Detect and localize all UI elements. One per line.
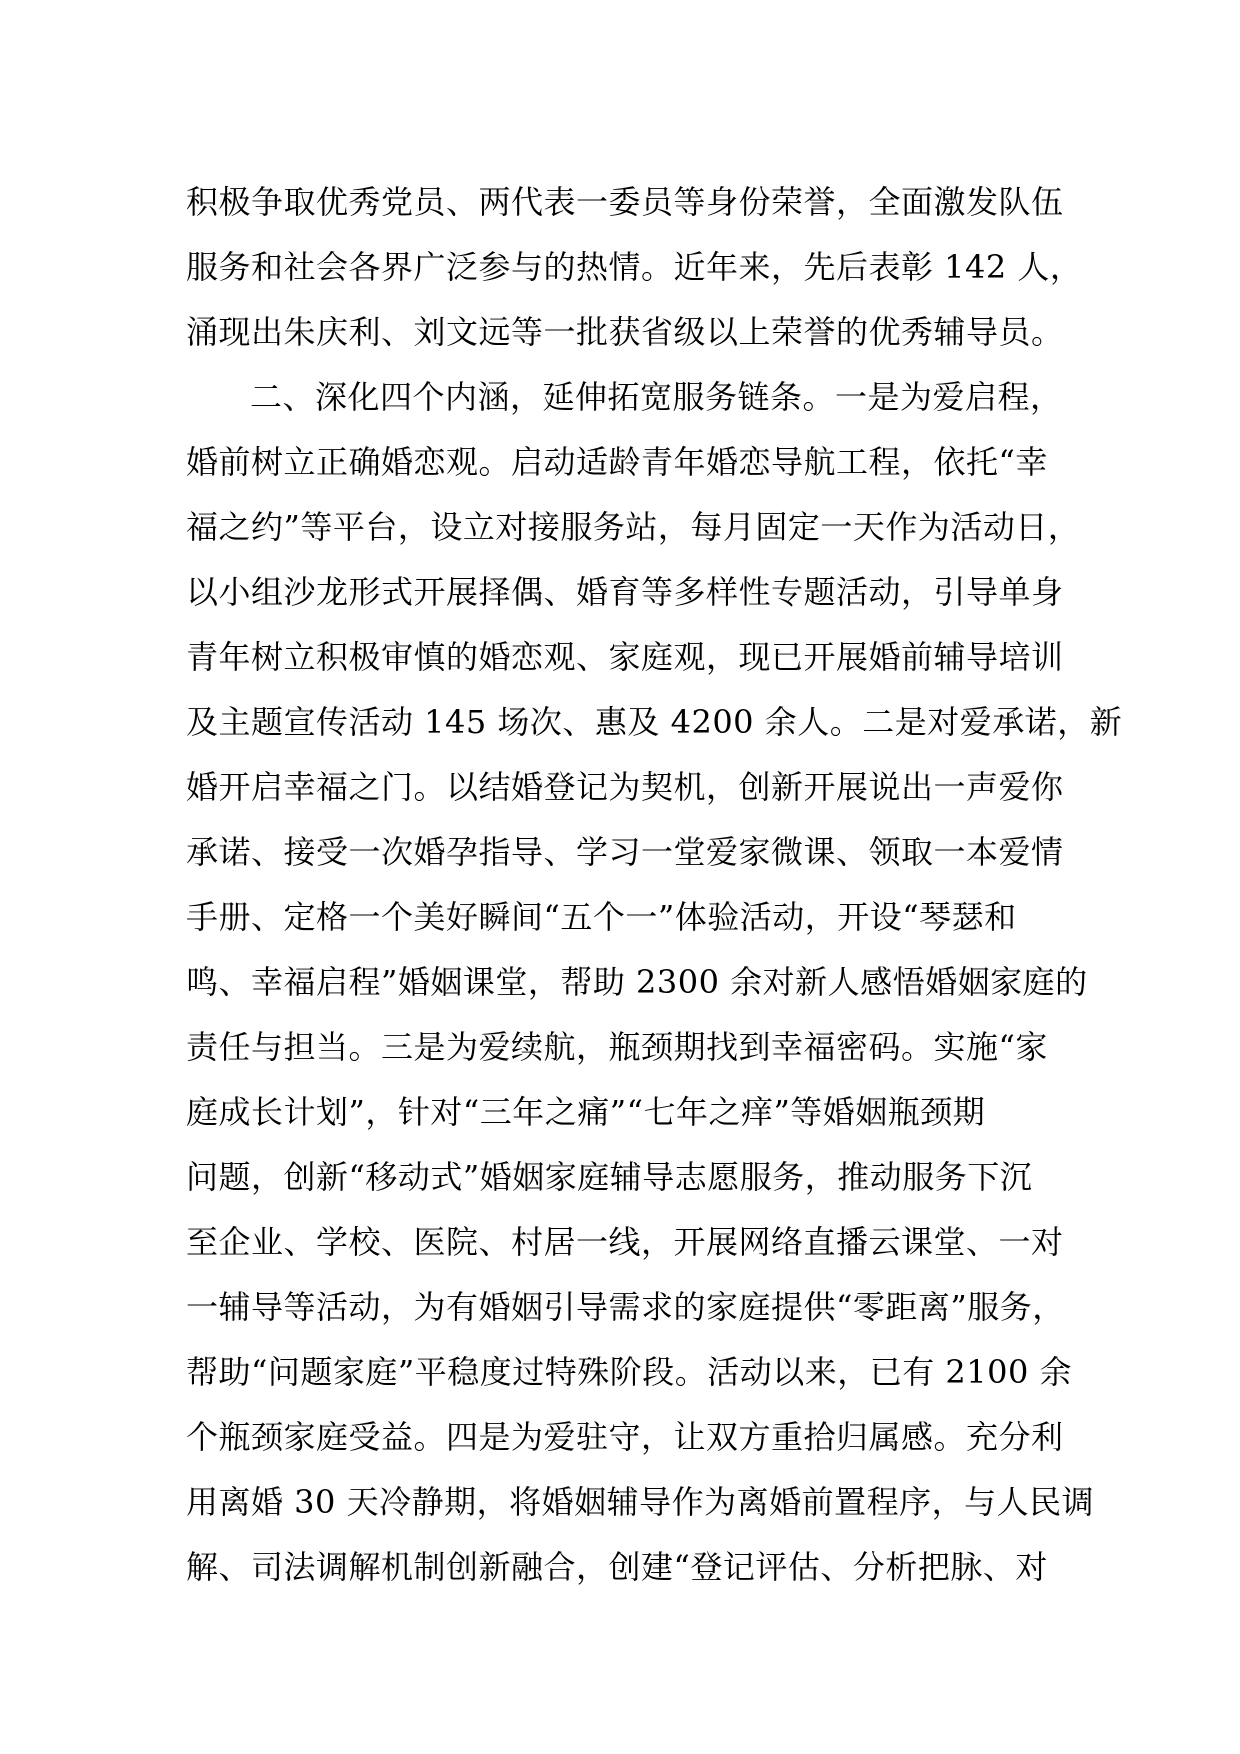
text-line: 青年树立积极审慎的婚恋观、家庭观，现已开展婚前辅导培训: [186, 638, 1064, 676]
paragraph-heading-line: 二、深化四个内涵，延伸拓宽服务链条。一是为爱启程，: [250, 378, 1063, 416]
text-line: 至企业、学校、医院、村居一线，开展网络直播云课堂、一对: [186, 1223, 1064, 1261]
text-line: 个瓶颈家庭受益。四是为爱驻守，让双方重拾归属感。充分利: [186, 1418, 1064, 1456]
body-text: [186, 170, 1123, 1600]
text-line: 鸣、幸福启程”婚姻课堂，帮助 2300 余对新人感悟婚姻家庭的: [186, 963, 1088, 1001]
text-line: 积极争取优秀党员、两代表一委员等身份荣誉，全面激发队伍: [186, 183, 1064, 221]
text-line: 及主题宣传活动 145 场次、惠及 4200 余人。二是对爱承诺，新: [186, 703, 1123, 741]
text-line: 婚开启幸福之门。以结婚登记为契机，创新开展说出一声爱你: [186, 768, 1064, 806]
text-line: 庭成长计划”，针对“三年之痛”“七年之痒”等婚姻瓶颈期: [186, 1093, 986, 1131]
text-line: 问题，创新“移动式”婚姻家庭辅导志愿服务，推动服务下沉: [186, 1158, 1033, 1196]
text-line: 以小组沙龙形式开展择偶、婚育等多样性专题活动，引导单身: [186, 573, 1064, 611]
text-line: 服务和社会各界广泛参与的热情。近年来，先后表彰 142 人，: [186, 248, 1083, 286]
text-line: 手册、定格一个美好瞬间“五个一”体验活动，开设“琴瑟和: [186, 898, 1017, 936]
text-line: 福之约”等平台，设立对接服务站，每月固定一天作为活动日，: [186, 508, 1081, 546]
text-line: 婚前树立正确婚恋观。启动适龄青年婚恋导航工程，依托“幸: [186, 443, 1048, 481]
text-line: 用离婚 30 天冷静期，将婚姻辅导作为离婚前置程序，与人民调: [186, 1483, 1095, 1521]
text-line: 帮助“问题家庭”平稳度过特殊阶段。活动以来，已有 2100 余: [186, 1353, 1073, 1391]
text-line: 承诺、接受一次婚孕指导、学习一堂爱家微课、领取一本爱情: [186, 833, 1064, 871]
text-line: 一辅导等活动，为有婚姻引导需求的家庭提供“零距离”服务，: [186, 1288, 1065, 1326]
text-line: 涌现出朱庆利、刘文远等一批获省级以上荣誉的优秀辅导员。: [186, 313, 1064, 351]
text-line: 解、司法调解机制创新融合，创建“登记评估、分析把脉、对: [186, 1548, 1048, 1586]
text-line: 责任与担当。三是为爱续航，瓶颈期找到幸福密码。实施“家: [186, 1028, 1048, 1066]
